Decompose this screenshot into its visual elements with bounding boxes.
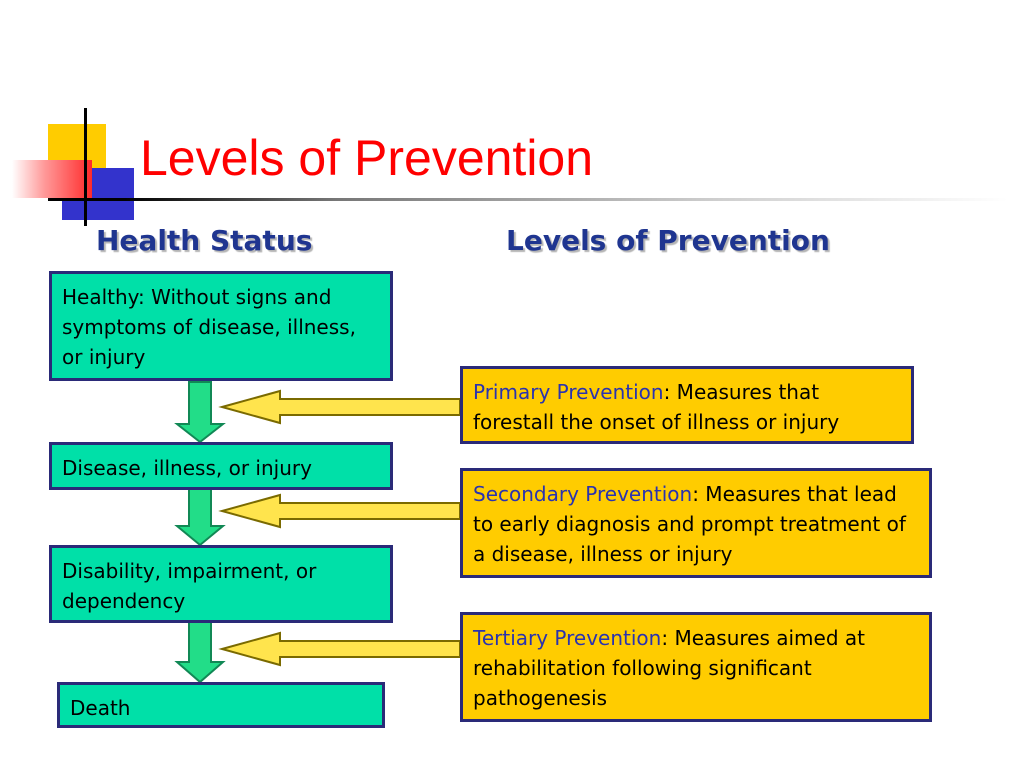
down-arrow-1: [177, 382, 223, 442]
prevention-name: Secondary Prevention: [473, 482, 693, 506]
heading-health-status: Health Status: [96, 224, 313, 257]
prevention-description: Measures that lead to early diagnosis and prompt treatment of a disease, illness or injury: [473, 482, 906, 566]
left-arrow-2: [222, 495, 460, 527]
prevention-name: Primary Prevention: [473, 380, 664, 404]
prevention-separator: :: [663, 380, 671, 404]
down-arrow-icon: [177, 382, 223, 442]
prevention-description: Measures that forestall the onset of illness or injury: [473, 380, 840, 434]
slide-title: Levels of Prevention: [140, 130, 594, 186]
health-status-label: Disability, impairment, or dependency: [62, 559, 317, 613]
prevention-separator: :: [692, 482, 699, 506]
tertiary-prevention-box: [460, 612, 932, 722]
down-arrow-icon: [177, 622, 223, 682]
left-arrow-3: [222, 633, 460, 665]
health-status-label: Healthy: Without signs and symptoms of disease, illness, or injury: [62, 285, 356, 369]
left-arrow-1: [222, 391, 460, 423]
primary-prevention-box: [460, 366, 914, 444]
health-status-label: Death: [70, 696, 131, 720]
heading-levels-of-prevention: Levels of Prevention: [506, 224, 830, 257]
health-status-healthy-box: [49, 271, 393, 381]
prevention-separator: :: [661, 626, 669, 650]
left-arrow-icon: [222, 391, 460, 423]
left-arrow-icon: [222, 633, 460, 665]
health-status-disease-box: [49, 442, 393, 490]
down-arrow-icon: [177, 488, 223, 545]
left-arrow-icon: [222, 495, 460, 527]
health-status-label: Disease, illness, or injury: [62, 456, 312, 480]
down-arrow-3: [177, 622, 223, 682]
secondary-prevention-box: [460, 468, 932, 578]
health-status-death-box: [57, 682, 385, 728]
health-status-disability-box: [49, 545, 393, 623]
prevention-name: Tertiary Prevention: [473, 626, 662, 650]
down-arrow-2: [177, 488, 223, 545]
prevention-description: Measures aimed at rehabilitation following significant pathogenesis: [473, 626, 865, 710]
